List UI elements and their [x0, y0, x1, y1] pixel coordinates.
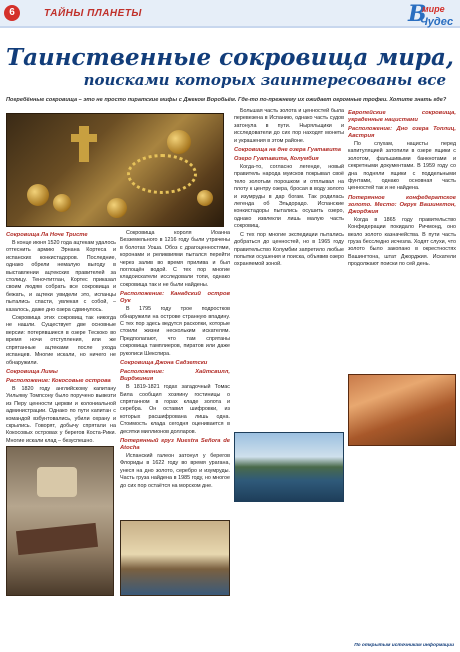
paragraph: В конце июня 1520 года ацтекам удалось оттеснить армию Эрнана Кортеса и испанских конкистадоров. Последние, однако обрели немалую выгоду в выставлении ацтекских правителей за столицу. Теночтитлан, Кортес приказал своим людям собрать все сокровища и бежать, и ацтеки увидели это, испанцы пытались спасти, увлекая с собой, – казалось, даже дно озера сдвинулось. — [6, 240, 116, 313]
lake-photo — [234, 432, 344, 502]
coin-shape — [167, 130, 191, 154]
treasure-photo — [6, 113, 224, 227]
paragraph: Большая часть золота и ценностей была перевезена в Испанию, однако часть судов затонула в пути. Ныряльщики и исследователи до сих пор находят монеты и украшения в этом районе. — [234, 108, 344, 144]
text-column-3 — [234, 108, 344, 430]
logo-letter: В — [408, 1, 427, 27]
text-column-2 — [120, 230, 230, 518]
logo-word-1: мире — [422, 4, 445, 14]
section-heading: Расположение: Дно озера Топлиц, Австрия — [348, 126, 456, 139]
section-heading: Европейские сокровища, украденные нацистами — [348, 110, 456, 123]
lamp-shape — [37, 467, 77, 497]
section-heading: Потерянное конфедератское золото. Место: Округ Вашингтон, Джорджия — [348, 194, 456, 215]
paragraph: В 1819-1821 годах загадочный Томас Била сообщил хозяину гостиницы о спрятанном в горах кладе золота и серебра. Он оставил шифровки, из которых расшифрована лишь одна. Стоимость клада сегодня оценивается в десятки миллионов долларов. — [120, 384, 230, 435]
canyon-photo — [348, 374, 456, 446]
paragraph: Испанский галеон затонул у берегов Флориды в 1622 году во время урагана, унеся на дно золото, серебро и изумруды. Часть груза найдена в 1985 году, но многое до сих пор остаётся на морском дне. — [120, 452, 230, 489]
page-header — [0, 0, 460, 28]
magazine-logo — [404, 1, 456, 37]
paragraph: В 1820 году английскому капитану Уильяму Томпсону было поручено вывезти из Перу ценности церкви и колониальной администрации. Однако по пути капитан с командой взбунтовались, убили охрану и скрылись. Говорят, добычу спрятали на Кокосовых островах у берегов Коста-Рики. Многие искали клад – безуспешно. — [6, 385, 116, 444]
section-heading: Озеро Гуатавита, Колумбия — [234, 156, 319, 163]
desk-photo — [6, 446, 114, 596]
section-heading: Расположение: Канадский остров Оук — [120, 291, 230, 305]
paragraph: По слухам, нацисты перед капитуляцией затопили в озере ящики с золотом, фальшивыми банкнотами и секретными документами. В 1959 году со дна подняли ящики с поддельными фунтами, однако основная часть ценностей так и не найдена. — [348, 141, 456, 192]
coin-shape — [197, 190, 213, 206]
article-title: Таинственные сокровища мира, — [6, 44, 454, 71]
source-note: По открытым источникам информации — [354, 643, 454, 648]
section-heading: Расположение: Хайтсвилл, Вирджиния — [120, 369, 230, 383]
section-heading: Сокровища Джона Садзетски — [120, 360, 208, 367]
section-heading: Сокровища на дне озера Гуатавита — [234, 147, 341, 154]
coin-shape — [107, 198, 127, 218]
paragraph: Сокровища короля Иоанна Безземельного в 1216 году были утрачены в болотах Уоша. Обоз с драгоценностями, коронами и реликвиями пытался перейти через залив во время прилива и был поглощён водой. С тех пор многие кладоискатели исследовали топи, однако сокровища так и не были найдены. — [120, 230, 230, 288]
page-number: 6 — [4, 5, 20, 21]
coin-shape — [53, 194, 71, 212]
coin-shape — [27, 184, 49, 206]
book-shape — [16, 523, 98, 555]
golden-cross-bar-shape — [71, 134, 97, 142]
paragraph: С тех пор многие экспедиции пытались добраться до ценностей, но в 1965 году правительство Колумбии запретило любые попытки осушения и поиска, объявив озеро охраняемой зоной. — [234, 231, 344, 268]
section-heading: Сокровища Ла Ноче Тристе — [6, 232, 88, 238]
paragraph: Когда-то, согласно легенде, новый правитель народа муисков покрывал своё тело золотым порошком и отплывал на плоту к центру озера, бросая в воду золото и изумруды в дар богам. Так родилась легенда об Эльдорадо. Испанские конкистадоры пытались осушить озеро, однако извлекли лишь малую часть сокровищ. — [234, 164, 344, 230]
paragraph: В 1795 году трое подростков обнаружили на острове странную впадину. С тех пор здесь ведутся раскопки, которые стоили жизни нескольким искателям. Предполагают, что там спрятаны сокровища тамплиеров, пиратов или даже рукописи Шекспира. — [120, 306, 230, 357]
article-lead: Погребённые сокровища – это не просто пиратские мифы с Джеком Воробьём. Где-то по-прежнему их ожидает огромные трофеи. Хотите знать где? — [6, 97, 447, 103]
paragraph: Когда в 1865 году правительство Конфедерации покидало Ричмонд, оно везло золото казначейства. В пути часть груза бесследно исчезла. Ходят слухи, что золото было закопано в окрестностях Вашингтона, штат Джорджия. Искатели продолжают поиски по сей день. — [348, 216, 456, 268]
section-rubric: ТАЙНЫ ПЛАНЕТЫ — [44, 8, 142, 19]
golden-chain-shape — [127, 154, 197, 194]
golden-cross-shape — [79, 126, 89, 162]
shipwreck-photo — [120, 520, 230, 596]
text-column-4 — [348, 108, 456, 372]
paragraph: Сокровища этих сокровищ так никогда не нашли. Существует две основные версии: потерявшиеся в озере Тескоко во время ночи отступления, или же спрятанные ацтеками после ухода испанцев. Многие искали, но ничего не обнаружили. — [6, 315, 116, 366]
text-column-1 — [6, 230, 116, 444]
section-heading: Расположение: Кокосовые острова — [6, 377, 111, 384]
article-title-line2: поисками которых заинтересованы все — [83, 71, 446, 89]
logo-word-2: Чудес — [420, 16, 454, 28]
section-heading: Потерянный груз Nuestra Señora de Atocha — [120, 437, 230, 451]
section-heading: Сокровища Лимы — [6, 368, 58, 375]
